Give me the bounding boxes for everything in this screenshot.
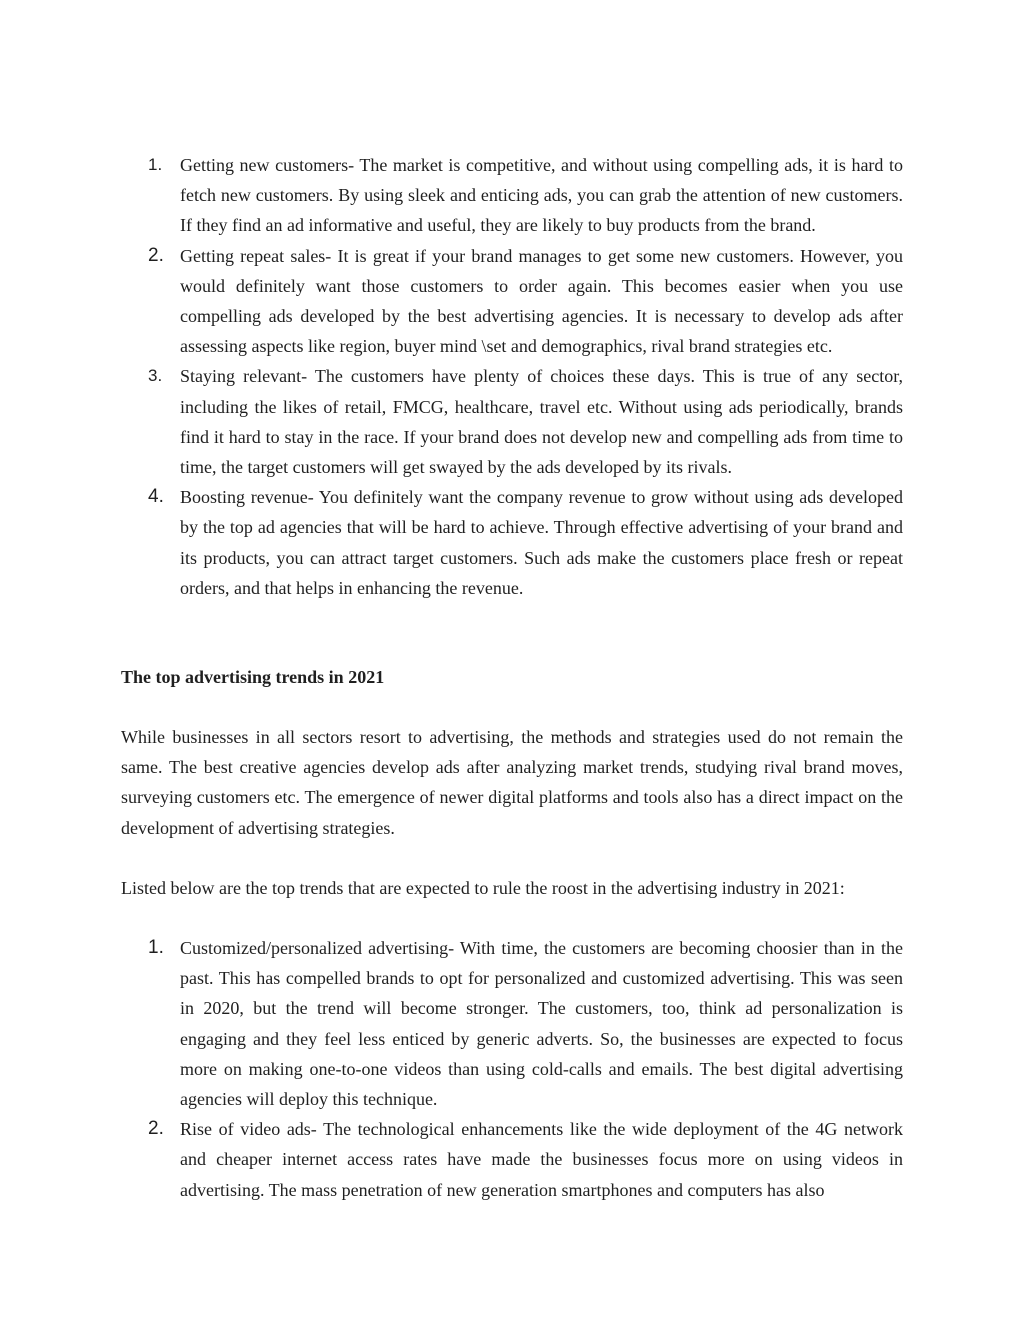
list-item: [148, 482, 903, 603]
list-item: [148, 933, 903, 1114]
list-item: [148, 150, 903, 241]
list-marker: 2.: [148, 244, 164, 266]
list-item-text: Boosting revenue- You definitely want the company revenue to grow without using ads developed by the top ad agencies that will be hard to achieve. Through effective advertising of your brand and its products, you can attract target customers. Such ads make the customers place fresh or repeat orders, and that helps in enhancing the revenue.: [180, 487, 903, 598]
list-item-text: Customized/personalized advertising- With time, the customers are becoming choosier than in the past. This has compelled brands to opt for personalized and customized advertising. This was seen in 2020, but the trend will become stronger. The customers, too, think ad personalization is engaging and they feel less enticed by generic adverts. So, the businesses are expected to focus more on making one-to-one videos than using cold-calls and emails. The best digital advertising agencies will deploy this technique.: [180, 938, 903, 1110]
list-item: [148, 1114, 903, 1205]
list-item-text: Rise of video ads- The technological enhancements like the wide deployment of the 4G network and cheaper internet access rates have made the businesses focus more on using videos in advertising. The mass penetration of new generation smartphones and computers has also: [180, 1119, 903, 1200]
list-marker: 4.: [148, 486, 164, 508]
trends-lead-paragraph: Listed below are the top trends that are expected to rule the roost in the advertising industry in 2021:: [121, 878, 845, 898]
list-item: [148, 241, 903, 362]
list-marker: 1.: [148, 937, 164, 958]
intro-paragraph: While businesses in all sectors resort to advertising, the methods and strategies used do not remain the same. The best creative agencies develop ads after analyzing market trends, studying rival brand moves, surveying customers etc. The emergence of newer digital platforms and tools also has a direct impact on the development of advertising strategies.: [121, 727, 903, 838]
benefits-list: [148, 150, 903, 603]
list-marker: 3.: [148, 366, 163, 386]
list-item: [148, 361, 903, 482]
list-marker: 1.: [148, 155, 163, 174]
list-marker: 2.: [148, 1118, 164, 1140]
list-item-text: Getting new customers- The market is competitive, and without using compelling ads, it is hard to fetch new customers. By using sleek and enticing ads, you can grab the attention of new customers. If they find an ad informative and useful, they are likely to buy products from the brand.: [180, 155, 903, 236]
list-item-text: Staying relevant- The customers have plenty of choices these days. This is true of any sector, including the likes of retail, FMCG, healthcare, travel etc. Without using ads periodically, brands find it hard to stay in the race. If your brand does not develop new and compelling ads from time to time, the target customers will get swayed by the ads developed by its rivals.: [180, 366, 903, 478]
list-item-text: Getting repeat sales- It is great if your brand manages to get some new customers. However, you would definitely want those customers to order again. This becomes easier when you use compelling ads developed by the best advertising agencies. It is necessary to develop ads after assessing aspects like region, buyer mind \set and demographics, rival brand strategies etc.: [180, 245, 903, 357]
section-heading: The top advertising trends in 2021: [121, 667, 385, 687]
trends-list: [148, 933, 903, 1205]
